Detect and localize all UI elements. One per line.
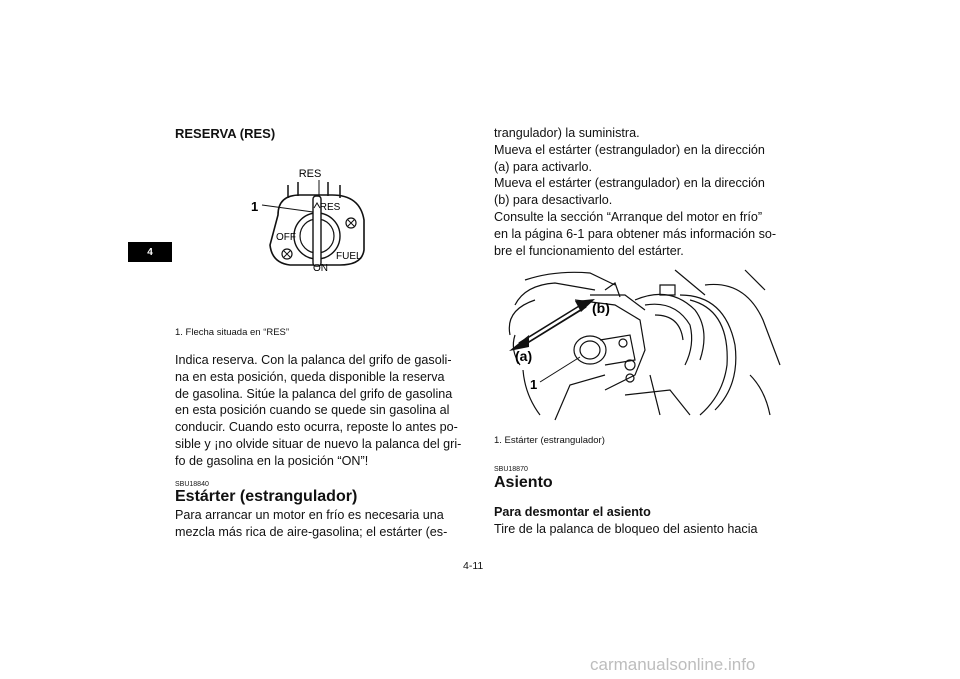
callout-1: 1 bbox=[251, 199, 259, 214]
section-code-seat: SBU18870 bbox=[494, 466, 528, 473]
label-on: ON bbox=[313, 263, 328, 274]
chapter-tab: 4 bbox=[128, 242, 172, 262]
label-res-top: RES bbox=[298, 168, 322, 180]
label-a: (a) bbox=[515, 348, 533, 364]
callout-1: 1 bbox=[530, 377, 538, 392]
figure-caption-choke: 1. Estárter (estrangulador) bbox=[494, 435, 605, 446]
section-heading-reserve: RESERVA (RES) bbox=[175, 126, 276, 141]
section-code-choke: SBU18840 bbox=[175, 481, 209, 488]
choke-diagram bbox=[495, 265, 785, 425]
paragraph-choke-intro: Para arrancar un motor en frío es necesaria una mezcla más rica de aire-gasolina; el estárter (es- bbox=[175, 508, 448, 539]
section-title-choke: Estárter (estrangulador) bbox=[175, 488, 358, 505]
fuel-cock-diagram bbox=[240, 160, 380, 275]
figure-caption-reserve: 1. Flecha situada en “RES” bbox=[175, 327, 290, 338]
paragraph-choke: trangulador) la suministra. Mueva el estárter (estrangulador) en la dirección (a) para activarlo. Mueva el estárter (estrangulador) en la dirección (b) para desactivarlo. Consulte la sección “Arranque del motor en frío” en la página 6-1 para obtener más información so- bre el funcionamiento del estárter. bbox=[494, 126, 777, 258]
label-off: OFF bbox=[276, 232, 296, 243]
label-res-inner: RES bbox=[319, 202, 341, 213]
page-number: 4-11 bbox=[463, 560, 484, 572]
label-b: (b) bbox=[592, 300, 610, 316]
subheading-remove-seat: Para desmontar el asiento bbox=[494, 505, 651, 519]
paragraph-reserve: Indica reserva. Con la palanca del grifo de gasoli- na en esta posición, queda disponible la reserva de gasolina. Sitúe la palanca del grifo de gasolina en esta posición cuando se quede sin gasolina al conducir. Cuando esto ocurra, reposte lo antes po- sible y ¡no olvide situar de nuevo la palanca del gri- fo de gasolina en la posición “ON”! bbox=[175, 353, 462, 468]
label-fuel: FUEL bbox=[336, 251, 362, 262]
paragraph-seat: Tire de la palanca de bloqueo del asiento hacia bbox=[494, 522, 758, 536]
section-title-seat: Asiento bbox=[494, 474, 553, 491]
watermark: carmanualsonline.info bbox=[590, 655, 756, 674]
